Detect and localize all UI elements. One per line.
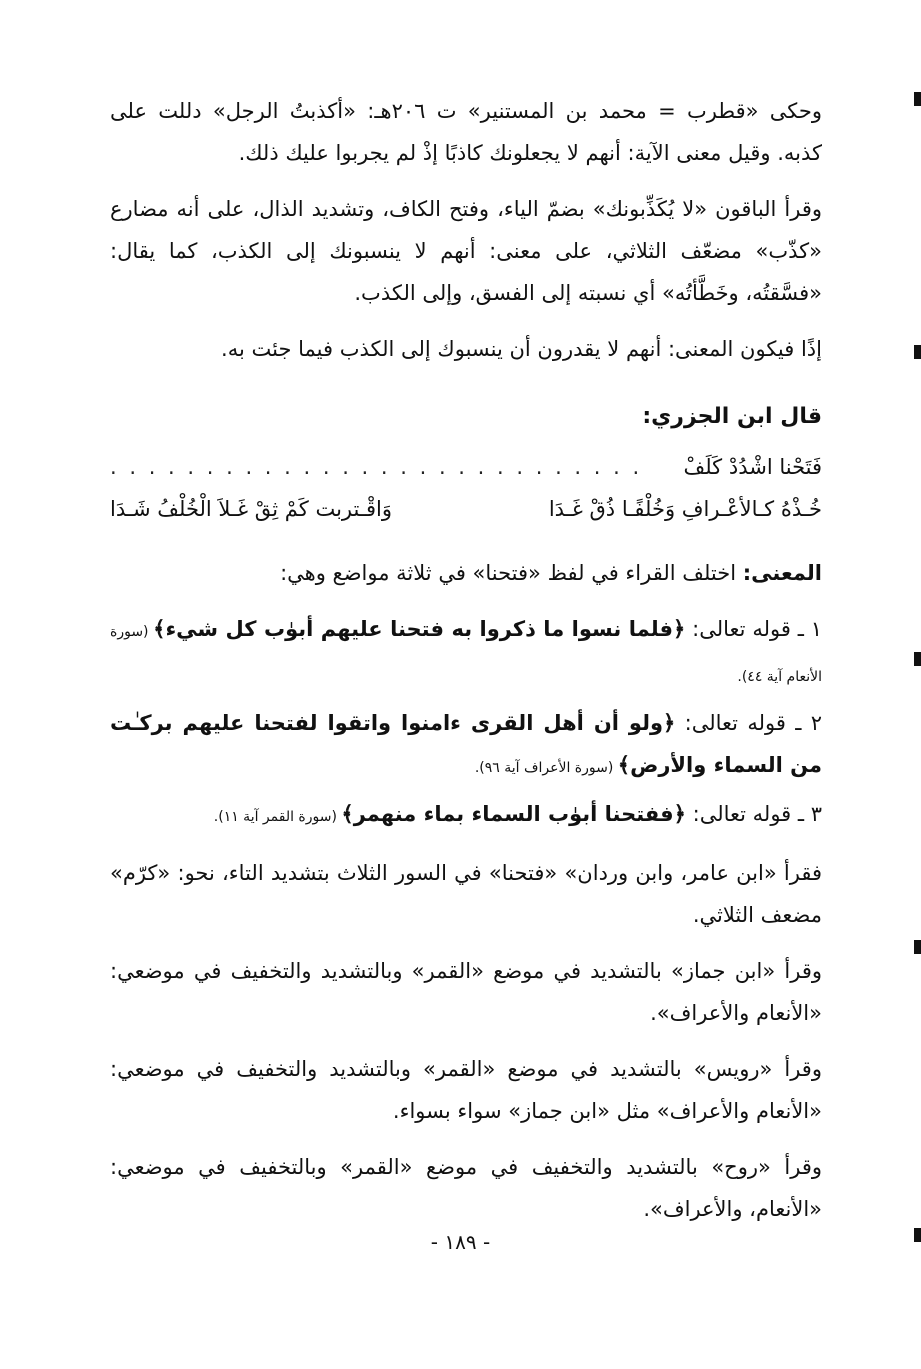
item-prefix: ١ ـ قوله تعالى:	[685, 617, 822, 641]
list-item	[110, 608, 822, 698]
meaning-text: اختلف القراء في لفظ «فتحنا» في ثلاثة مواضع وهي:	[280, 561, 743, 585]
margin-mark	[914, 345, 921, 359]
page-body	[110, 90, 822, 1244]
margin-mark	[914, 1228, 921, 1242]
verse-line-2-left: وَاقْـتربت كَمْ ثِقْ غَـلاَ الْخُلْفُ شَـدَا	[110, 497, 393, 521]
verse-line-2-right: خُـذْهُ كـالأعْـرافِ وَخُلْفًـا ذُقْ غَـدَا	[548, 497, 822, 521]
item-quote: ﴿ولو أن أهل القرى ءامنوا واتقوا لفتحنا عليهم بركـٰت من السماء والأرض﴾	[110, 711, 822, 777]
paragraph-rawh: وقرأ «روح» بالتشديد والتخفيف في موضع «القمر» وبالتخفيف في موضعي: «الأنعام، والأعراف».	[110, 1155, 822, 1221]
verse-line-1-right: فَتَحْنا اشْدُدْ كَلَفْ	[683, 455, 822, 479]
verse-line-1-dots: . . . . . . . . . . . . . . . . . . . . . . . . . . . .	[110, 455, 643, 479]
verse-line-2	[110, 488, 822, 530]
paragraph-meaning-conclusion: إذًا فيكون المعنى: أنهم لا يقدرون أن ينسبوك إلى الكذب فيما جئت به.	[221, 337, 822, 361]
paragraph-ruways: وقرأ «رويس» بالتشديد في موضع «القمر» وبالتشديد والتخفيف في موضعي: «الأنعام والأعراف» مثل «ابن جماز» سواء بسواء.	[110, 1057, 822, 1123]
margin-mark	[914, 652, 921, 666]
item-quote: ﴿ففتحنا أبوٰب السماء بماء منهمر﴾	[341, 802, 686, 826]
list-item	[110, 793, 822, 838]
item-reference: (سورة القمر آية ١١).	[213, 809, 342, 825]
item-prefix: ٣ ـ قوله تعالى:	[685, 802, 822, 826]
verse-line-1	[110, 446, 822, 488]
margin-mark	[914, 92, 921, 106]
paragraph-qutrub: وحكى «قطرب = محمد بن المستنير» ت ٢٠٦هـ: «أكذبتُ الرجل» دللت على كذبه. وقيل معنى الآية: أنهم لا يجعلونك كاذبًا إذْ لم يجربوا عليك ذلك.	[110, 99, 822, 165]
section-heading: قال ابن الجزري:	[642, 404, 822, 429]
paragraph-others-reading: وقرأ الباقون «لا يُكَذِّبونك» بضمّ الياء، وفتح الكاف، وتشديد الذال، على أنه مضارع «كذّب» مضعّف الثلاثي، على معنى: أنهم لا ينسبونك إلى الكذب، كما يقال: «فسَّقتُه، وخَطَّأتُه» أي نسبته إلى الفسق، وإلى الكذب.	[110, 197, 822, 305]
paragraph-ibn-jammaz: وقرأ «ابن جماز» بالتشديد في موضع «القمر» وبالتشديد والتخفيف في موضعي: «الأنعام والأعراف».	[110, 959, 822, 1025]
page-number: - ١٨٩ -	[430, 1230, 491, 1254]
item-quote: ﴿فلما نسوا ما ذكروا به فتحنا عليهم أبوٰب كل شيء﴾	[153, 617, 686, 641]
paragraph-ibn-amir: فقرأ «ابن عامر، وابن وردان» «فتحنا» في السور الثلاث بتشديد التاء، نحو: «كرّم» مضعف الثلاثي.	[110, 861, 822, 927]
list-item	[110, 702, 822, 789]
margin-mark	[914, 940, 921, 954]
meaning-label: المعنى:	[742, 561, 822, 585]
item-prefix: ٢ ـ قوله تعالى:	[675, 711, 823, 735]
item-reference: (سورة الأنعام آية ٤٤).	[110, 624, 822, 685]
meaning-paragraph	[110, 552, 822, 594]
item-reference: (سورة الأعراف آية ٩٦).	[474, 760, 618, 776]
